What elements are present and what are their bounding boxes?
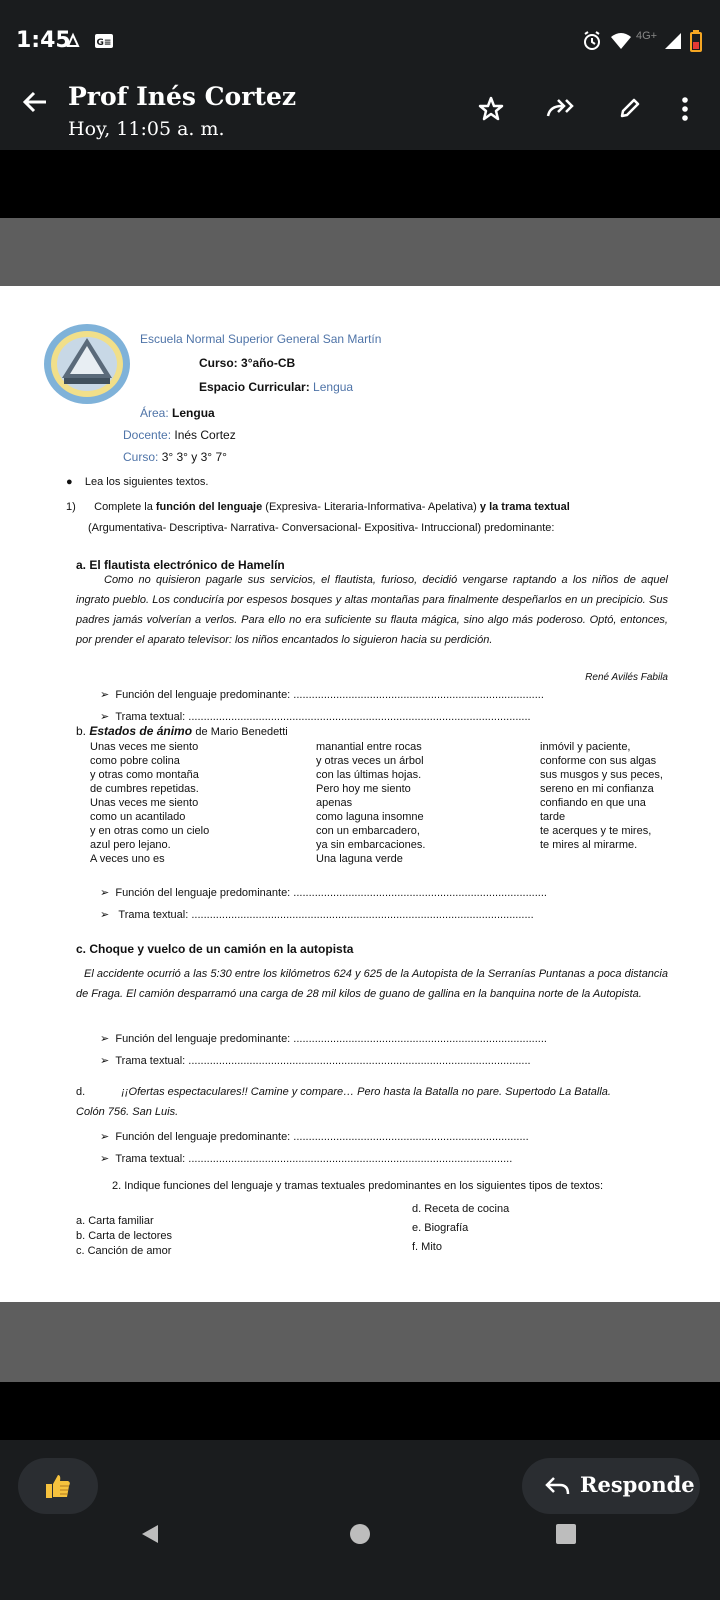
text-type-item: b. Carta de lectores	[76, 1230, 172, 1242]
poem-line: y otras veces un árbol	[316, 755, 424, 767]
a-trama-line: ➢ Trama textual: ................................................................................................................	[100, 711, 531, 723]
conversation-header	[0, 60, 720, 150]
page-gap-bottom	[0, 1302, 720, 1382]
poem-column-2	[316, 740, 425, 866]
section-a-text: Como no quisieron pagarle sus servicios, el flautista, furioso, decidió vengarse raptando a los niños de aquel ingrato pueblo. Los conduciría por espesos bosques y altas montañas para finalmente despeñarlos en un precipicio. Sus padres jamás volverían a verlos. Para ello no era suficiente su flauta mágica, sino algo más poderoso. Optó, entonces, por prender el aparato televisor: los niños encantados lo siguieron hacia su perdición.	[76, 574, 668, 646]
reply-label: Responde	[580, 1472, 695, 1497]
poem-line: Una laguna verde	[316, 853, 403, 865]
section-b-letter: b.	[76, 724, 87, 738]
docente-label: Docente:	[123, 428, 172, 442]
poem-line: apenas	[316, 797, 353, 809]
signal-icon	[664, 32, 682, 55]
edit-pencil-icon[interactable]	[618, 96, 642, 125]
curso-value: 3°año-CB	[241, 356, 296, 370]
nav-back-icon[interactable]	[138, 1522, 162, 1551]
q1-text-c: (Expresiva- Literaria-Informativa- Apelativa)	[265, 501, 477, 513]
section-b-title: Estados de ánimo	[89, 724, 193, 738]
poem-line: como laguna insomne	[316, 811, 424, 823]
status-bar	[0, 0, 720, 60]
section-c-title: c. Choque y vuelco de un camión en la autopista	[76, 942, 354, 956]
b-trama-line: ➢ Trama textual: ................................................................................................................	[100, 909, 534, 921]
school-name: Escuela Normal Superior General San Martín	[140, 332, 382, 346]
poem-line: tarde	[540, 811, 566, 823]
section-b-author: de Mario Benedetti	[195, 726, 288, 738]
c-funcion-line: ➢ Función del lenguaje predominante: ...................................................................................	[100, 1033, 547, 1045]
curso2-label: Curso:	[123, 450, 159, 464]
wifi-icon	[610, 32, 632, 55]
docente-value: Inés Cortez	[174, 428, 236, 442]
poem-line: azul pero lejano.	[90, 839, 171, 851]
q1-text-b: función del lenguaje	[155, 501, 263, 513]
espacio-value: Lengua	[313, 380, 354, 394]
d-trama-line: ➢ Trama textual: ..........................................................................................................	[100, 1153, 513, 1165]
poem-line: y otras como montaña	[90, 769, 199, 781]
battery-icon	[690, 30, 702, 57]
instruction-bullet: ● Lea los siguientes textos.	[66, 476, 209, 488]
area-value: Lengua	[172, 406, 215, 420]
text-type-item: f. Mito	[412, 1241, 442, 1253]
section-a-author: René Avilés Fabila	[585, 672, 668, 683]
alarm-icon	[582, 30, 602, 57]
section-a-title: a. El flautista electrónico de Hamelín	[76, 558, 285, 572]
poem-column-1	[90, 740, 209, 866]
reply-arrow-icon	[544, 1474, 570, 1503]
espacio-label: Espacio Curricular:	[199, 380, 310, 394]
text-types-left	[76, 1214, 172, 1259]
svg-text:G≡: G≡	[96, 38, 112, 48]
reply-button[interactable]	[522, 1458, 700, 1514]
viewer-background	[0, 150, 720, 218]
poem-line: sereno en mi confianza	[540, 783, 654, 795]
section-c-text: El accidente ocurrió a las 5:30 entre los kilómetros 624 y 625 de la Autopista de la Serranías Puntanas a poca distancia de Fraga. El camión desparramó una carga de 28 mil kilos de guano de gallina en la banquina norte de la Autopista.	[76, 968, 668, 1000]
back-arrow-icon[interactable]	[22, 90, 48, 119]
poem-line: te acerques y te mires,	[540, 825, 652, 837]
page-gap-top	[0, 218, 720, 286]
poem-line: confiando en que una	[540, 797, 646, 809]
text-type-item: c. Canción de amor	[76, 1245, 172, 1257]
c-trama-line: ➢ Trama textual: ................................................................................................................	[100, 1055, 531, 1067]
curso2-value: 3° 3° y 3° 7°	[161, 450, 227, 464]
nav-recents-icon[interactable]	[554, 1522, 578, 1551]
status-time: 1:45	[16, 28, 71, 53]
poem-line: Unas veces me siento	[90, 741, 199, 753]
poem-line: Pero hoy me siento	[316, 783, 411, 795]
q1-text-d: y la trama textual	[479, 501, 570, 513]
nav-home-icon[interactable]	[348, 1522, 372, 1551]
sender-name: Prof Inés Cortez	[68, 82, 297, 111]
text-types-right	[412, 1200, 509, 1257]
poem-line: como un acantilado	[90, 811, 186, 823]
thumbs-up-icon	[44, 1472, 72, 1505]
section-d-text2: Colón 756. San Luis.	[76, 1106, 179, 1118]
star-icon[interactable]	[478, 96, 504, 127]
d-funcion-line: ➢ Función del lenguaje predominante: .............................................................................	[100, 1131, 529, 1143]
poem-line: A veces uno es	[90, 853, 165, 865]
question-2: 2. Indique funciones del lenguaje y tramas textuales predominantes en los siguientes tipos de textos:	[112, 1180, 604, 1192]
network-type: 4G+	[636, 30, 658, 42]
poem-line: inmóvil y paciente,	[540, 741, 631, 753]
poem-line: Unas veces me siento	[90, 797, 199, 809]
bottom-action-bar	[0, 1440, 720, 1600]
section-d-letter: d.	[76, 1086, 86, 1098]
q1-number: 1)	[66, 501, 76, 513]
text-type-item: a. Carta familiar	[76, 1215, 154, 1227]
poem-line: conforme con sus algas	[540, 755, 657, 767]
gmail-notification-icon	[94, 33, 114, 54]
text-type-item: e. Biografía	[412, 1222, 469, 1234]
more-options-icon[interactable]	[680, 96, 690, 127]
message-timestamp: Hoy, 11:05 a. m.	[68, 118, 225, 140]
poem-line: y en otras como un cielo	[90, 825, 210, 837]
curso-label: Curso:	[199, 356, 238, 370]
document-page	[0, 286, 720, 1302]
forward-all-icon[interactable]	[546, 96, 576, 125]
section-d-text: ¡¡Ofertas espectaculares!! Camine y compare… Pero hasta la Batalla no pare. Supertodo La Batalla.	[121, 1086, 611, 1098]
poem-line: ya sin embarcaciones.	[316, 839, 426, 851]
b-funcion-line: ➢ Función del lenguaje predominante: ...................................................................................	[100, 887, 547, 899]
poem-column-3	[540, 740, 663, 852]
area-label: Área:	[140, 406, 169, 420]
poem-line: sus musgos y sus peces,	[540, 769, 663, 781]
poem-line: con un embarcadero,	[316, 825, 420, 837]
poem-line: como pobre colina	[90, 755, 180, 767]
poem-line: manantial entre rocas	[316, 741, 422, 753]
like-button[interactable]	[18, 1458, 98, 1514]
whatsapp-notification-icon	[64, 32, 82, 55]
text-type-item: d. Receta de cocina	[412, 1203, 510, 1215]
poem-line: te mires al mirarme.	[540, 839, 638, 851]
poem-line: con las últimas hojas.	[316, 769, 422, 781]
poem-line: de cumbres repetidas.	[90, 783, 199, 795]
school-logo	[42, 322, 132, 409]
q1-line2: (Argumentativa- Descriptiva- Narrativa- Conversacional- Expositiva- Intruccional) predominante:	[88, 522, 555, 534]
a-funcion-line: ➢ Función del lenguaje predominante: ..................................................................................	[100, 689, 544, 701]
q1-text-a: Complete la	[94, 501, 153, 513]
